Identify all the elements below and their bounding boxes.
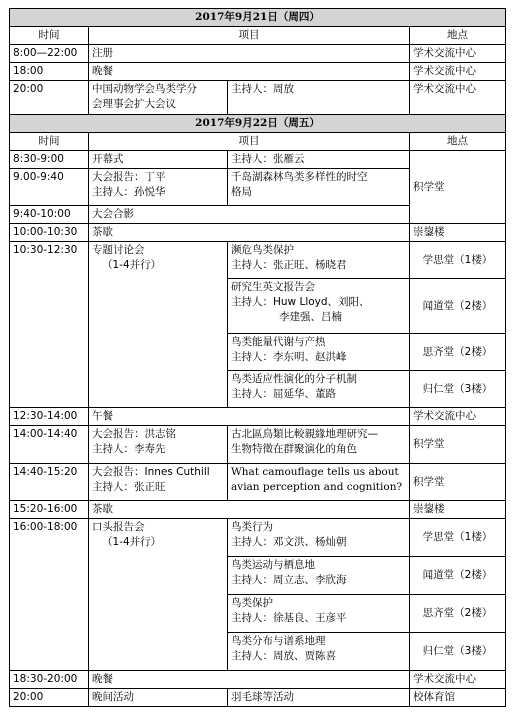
table-row [10, 501, 506, 519]
session-title: 口头报告会 [92, 521, 145, 533]
topic-cell [228, 464, 410, 501]
place-cell: 闻道堂（2楼） [410, 279, 506, 334]
session-title: 鸟类运动与栖息地 [231, 559, 315, 571]
session-cell [228, 519, 410, 557]
time-cell: 18:30-20:00 [10, 671, 89, 689]
session-title: 鸟类能量代谢与产热 [231, 336, 326, 348]
topic-line: 生物特徵在群聚演化的角色 [231, 443, 357, 455]
place-cell: 崇鋆楼 [410, 501, 506, 519]
topic-line: 古北區鳥類比較親緣地理研究— [231, 428, 378, 440]
item-cell: 午餐 [89, 408, 410, 426]
host-cell: 主持人：张雁云 [228, 151, 410, 169]
table-row [10, 519, 506, 557]
session-title: 鸟类适应性演化的分子机制 [231, 373, 357, 385]
table-row [10, 151, 506, 169]
topic-line: What camouflage tells us about [231, 466, 399, 478]
day2-date-header: 2017年9月22日（周五） [10, 115, 506, 133]
host-label: 主持人：李寿先 [92, 443, 166, 455]
activity-cell: 羽毛球等活动 [228, 689, 410, 707]
place-header: 地点 [410, 133, 506, 151]
item-cell: 晚餐 [89, 671, 410, 689]
table-row [10, 426, 506, 464]
place-cell: 学术交流中心 [410, 63, 506, 81]
item-cell [89, 464, 228, 501]
session-host: 主持人：徐基良、王彦平 [231, 612, 347, 624]
time-cell: 15:20-16:00 [10, 501, 89, 519]
session-cell [228, 371, 410, 408]
time-cell: 8:00—22:00 [10, 45, 89, 63]
session-title: 鸟类行为 [231, 521, 273, 533]
session-cell [228, 595, 410, 633]
table-row [10, 63, 506, 81]
table-row [10, 671, 506, 689]
place-cell: 积学堂 [410, 151, 506, 224]
time-cell: 9:40-10:00 [10, 206, 89, 224]
session-cell [228, 279, 410, 334]
item-cell: 开幕式 [89, 151, 228, 169]
table-row [10, 81, 506, 115]
session-title: 研究生英文报告会 [231, 281, 315, 293]
time-cell: 14:40-15:20 [10, 464, 89, 501]
place-cell: 思齐堂（2楼） [410, 595, 506, 633]
place-cell: 校体育馆 [410, 689, 506, 707]
item-cell: 茶歇 [89, 224, 410, 242]
item-line: 中国动物学会鸟类学分 [92, 83, 197, 95]
time-cell: 20:00 [10, 81, 89, 115]
place-cell: 学思堂（1楼） [410, 242, 506, 279]
table-row [10, 408, 506, 426]
table-row [10, 242, 506, 279]
place-cell: 归仁堂（3楼） [410, 371, 506, 408]
item-line: 会理事会扩大会议 [92, 98, 176, 110]
reporter-label: 大会报告：洪志铭 [92, 428, 176, 440]
session-cell [228, 557, 410, 595]
session-title: 专题讨论会 [92, 244, 145, 256]
place-cell: 学术交流中心 [410, 81, 506, 115]
item-cell [89, 242, 228, 408]
place-cell: 积学堂 [410, 426, 506, 464]
host-label: 主持人：张正旺 [92, 481, 166, 493]
item-cell [89, 519, 228, 671]
session-title: 鸟类分布与谱系地理 [231, 635, 326, 647]
time-cell: 18:00 [10, 63, 89, 81]
reporter-label: 大会报告：丁平 [92, 171, 166, 183]
schedule-table [9, 8, 506, 707]
session-host: 主持人：李东明、赵洪峰 [231, 351, 347, 363]
session-host: 主持人：周放、贾陈喜 [231, 650, 336, 662]
session-host: 主持人：邓文洪、杨灿朝 [231, 536, 347, 548]
reporter-label: 大会报告：Innes Cuthill [92, 466, 210, 478]
session-host: 主持人：屈延华、董路 [231, 388, 336, 400]
time-cell: 16:00-18:00 [10, 519, 89, 671]
parallel-note: （1-4并行） [102, 259, 162, 271]
place-header: 地点 [410, 27, 506, 45]
time-cell: 9.00-9:40 [10, 169, 89, 206]
place-cell: 崇鋆楼 [410, 224, 506, 242]
item-header: 项目 [89, 133, 410, 151]
session-host: 主持人：Huw Lloyd、刘阳、 [231, 296, 370, 308]
time-cell: 14:00-14:40 [10, 426, 89, 464]
place-cell: 学术交流中心 [410, 408, 506, 426]
item-cell [89, 81, 228, 115]
parallel-note: （1-4并行） [102, 536, 162, 548]
place-cell: 归仁堂（3楼） [410, 633, 506, 671]
table-row [10, 45, 506, 63]
item-cell: 大会合影 [89, 206, 410, 224]
time-cell: 10:00-10:30 [10, 224, 89, 242]
place-cell: 闻道堂（2楼） [410, 557, 506, 595]
session-host: 主持人：张正旺、杨晓君 [231, 259, 347, 271]
time-header: 时间 [10, 27, 89, 45]
session-cell [228, 334, 410, 371]
time-cell: 12:30-14:00 [10, 408, 89, 426]
item-cell [89, 169, 228, 206]
table-row [10, 689, 506, 707]
session-title: 濒危鸟类保护 [231, 244, 294, 256]
item-cell: 茶歇 [89, 501, 410, 519]
time-cell: 10:30-12:30 [10, 242, 89, 408]
host-cell: 主持人：周放 [228, 81, 410, 115]
session-host: 李建强、吕楠 [279, 311, 342, 323]
session-cell [228, 242, 410, 279]
place-cell: 学术交流中心 [410, 45, 506, 63]
item-cell: 晚间活动 [89, 689, 228, 707]
table-row [10, 464, 506, 501]
topic-line: 格局 [231, 186, 252, 198]
day1-date-header: 2017年9月21日（周四） [10, 9, 506, 27]
place-cell: 积学堂 [410, 464, 506, 501]
place-cell: 学思堂（1楼） [410, 519, 506, 557]
item-cell: 注册 [89, 45, 410, 63]
session-host: 主持人：周立志、李欣海 [231, 574, 347, 586]
topic-line: avian perception and cognition? [231, 481, 403, 493]
topic-cell [228, 169, 410, 206]
time-cell: 8:30-9:00 [10, 151, 89, 169]
time-cell: 20:00 [10, 689, 89, 707]
topic-line: 千岛湖森林鸟类多样性的时空 [231, 171, 368, 183]
topic-cell [228, 426, 410, 464]
item-cell: 晚餐 [89, 63, 410, 81]
session-title: 鸟类保护 [231, 597, 273, 609]
session-cell [228, 633, 410, 671]
item-cell [89, 426, 228, 464]
table-row [10, 224, 506, 242]
host-label: 主持人：孙悦华 [92, 186, 166, 198]
place-cell: 学术交流中心 [410, 671, 506, 689]
time-header: 时间 [10, 133, 89, 151]
item-header: 项目 [89, 27, 410, 45]
place-cell: 思齐堂（2楼） [410, 334, 506, 371]
